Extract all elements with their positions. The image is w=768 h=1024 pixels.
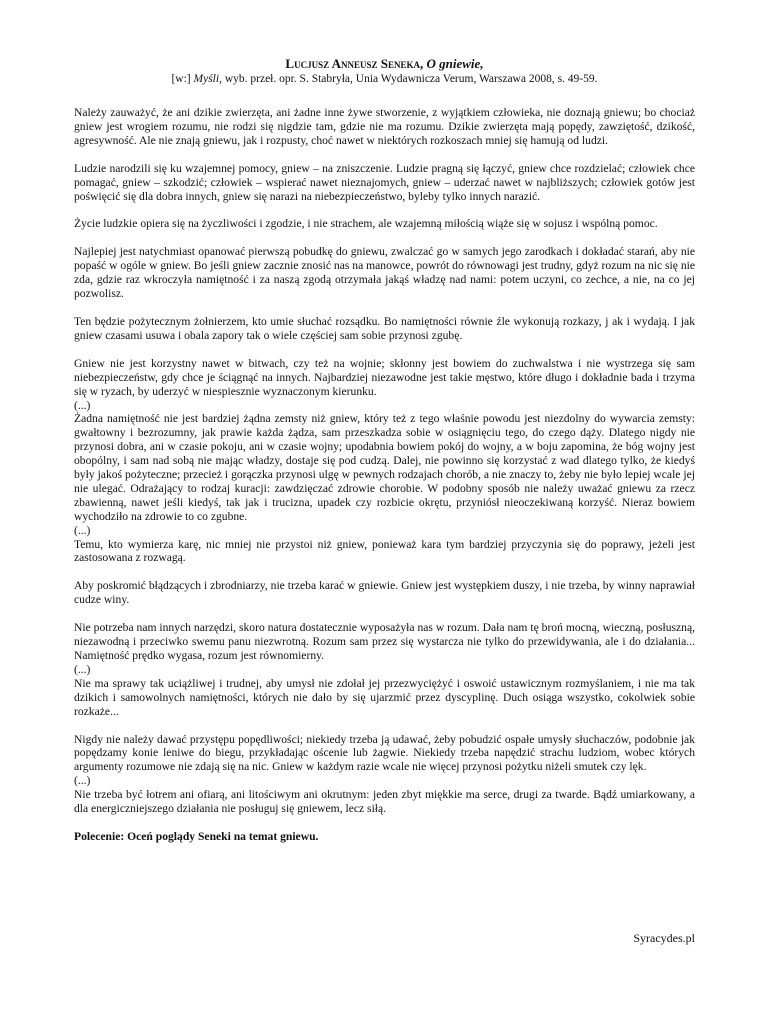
paragraph-7: Żadna namiętność nie jest bardziej żądna zemsty niż gniew, który też z tego właśnie powodu jest niezdolny do wywarcia zemsty: gwałtowny i bezrozumny, jak prawie każda żądza, sam przeszkadza sobie w osiągnięciu tego, do czego dąży. Dlatego nigdy nie przynosi dobra, ani w czasie pokoju, ani w czasie wojny; upodabnia bowiem pokój do wojny, a w boju zapomina, że bóg wojny jest obopólny, i sam nad sobą nie mając władzy, dostaje się pod cudzą. Dalej, nie powinno się korzystać z wad dlatego tylko, że kiedyś były jakoś pożyteczne; przecież i gorączka przynosi ulgę w pewnych rodzajach chorób, a nie znaczy to, żeby nie było lepiej wcale jej nie ulegać. Odrażający to rodzaj kuracji: zawdzięczać zdrowie chorobie. W podobny sposób nie należy uważać gniewu za rzecz zbawienną, nawet jeśli kiedyś, tak jak i trucizna, upadek czy rozbicie okrętu, przyniósł nieoczekiwaną korzyść. Nieraz bowiem wychodziło na zdrowie to co zgubne. [74,412,695,523]
paragraph-12: Nigdy nie należy dawać przystępu popędliwości; niekiedy trzeba ją udawać, żeby pobudzić ospałe umysły słuchaczów, podobnie jak popędzamy konie leniwe do biegu, przykładając oścenie lub żagwie. Niekiedy trzeba napędzić strachu ludziom, wobec których argumenty rozumowe nie zdają się na nic. Gniew w każdym razie wcale nie więcej przynosi pożytku niżeli smutek czy lęk. [74,732,695,774]
source-prefix: [w:] [171,73,194,85]
footer-site-name: Syracydes.pl [633,931,695,945]
document-body [74,106,695,844]
paragraph-1: Należy zauważyć, że ani dzikie zwierzęta, ani żadne inne żywe stworzenie, z wyjątkiem człowieka, nie doznają gniewu; bo chociaż gniew jest wrogiem rozumu, nie rodzi się nigdzie tam, gdzie nie ma rozumu. Dzikie zwierzęta mają popędy, zawziętość, dzikość, agresywność. Ale nie znają gniewu, jak i rozpusty, choć nawet w niektórych rozkoszach mniej się hamują od ludzi. [74,106,695,147]
paragraph-5: Ten będzie pożytecznym żołnierzem, kto umie słuchać rozsądku. Bo namiętności równie źle wykonują rozkazy, j ak i wydają. I jak gniew czasami usuwa i obala zapory tak o wiele częściej sam sobie przynosi zgubę. [74,314,695,342]
task-instruction: Polecenie: Oceń poglądy Seneki na temat gniewu. [74,829,319,843]
paragraph-6: Gniew nie jest korzystny nawet w bitwach, czy też na wojnie; skłonny jest bowiem do zuchwalstwa i nie wystrzega się sam niebezpieczeństw, gdy chce je ściągnąć na innych. Najbardziej niezawodne jest takie męstwo, które długo i dokładnie bada i trzyma się w ryzach, by uderzyć w niespiesznie wyznaczonym kierunku. [74,356,695,398]
source-details: , wyb. przeł. opr. S. Stabryła, Unia Wydawnicza Verum, Warszawa 2008, s. 49-59. [219,73,598,85]
paragraph-13: Nie trzeba być łotrem ani ofiarą, ani litościwym ani okrutnym: jeden zbyt miękkie ma serce, drugi za twarde. Bądź umiarkowany, a dla energiczniejszego działania nie posługuj się gniewem, lecz siłą. [74,788,695,816]
ellipsis-2: (...) [74,523,91,537]
source-citation [74,72,695,86]
author-name: Lucjusz Anneusz Seneka, [285,56,424,71]
paragraph-2: Ludzie narodzili się ku wzajemnej pomocy, gniew – na zniszczenie. Ludzie pragną się łączyć, gniew chce rozdzielać; człowiek chce pomagać, gniew – szkodzić; człowiek – wspierać nawet nieznajomych, gniew – uderzać nawet w najbliższych; człowiek gotów jest poświęcić się dla dobra innych, gniew się narazi na niebezpieczeństwo, byleby tylko innych narazić. [74,161,695,203]
paragraph-3: Życie ludzkie opiera się na życzliwości i zgodzie, i nie strachem, ale wzajemną miłością wiąże się w sojusz i wspólną pomoc. [74,217,658,231]
ellipsis-3: (...) [74,662,91,676]
document-title [74,56,695,71]
paragraph-10: Nie potrzeba nam innych narzędzi, skoro natura dostatecznie wyposażyła nas w rozum. Dała nam tę broń mocną, wieczną, posłuszną, niezawodną i przeciwko swemu panu niezwrotną. Rozum sam przez się wystarcza nie tylko do przewidywania, ale i do działania... Namiętność prędko wygasa, rozum jest równomierny. [74,621,695,662]
paragraph-8: Temu, kto wymierza karę, nic mniej nie przystoi niż gniew, ponieważ kara tym bardziej przyczynia się do poprawy, jeżeli jest zastosowana z rozwagą. [74,537,695,565]
paragraph-4: Najlepiej jest natychmiast opanować pierwszą pobudkę do gniewu, zwalczać go w samych jego zarodkach i dokładać starań, aby nie popaść w ogóle w gniew. Bo jeśli gniew zacznie znosić nas na manowce, powrót do równowagi jest trudny, gdyż rozum na nic się nie zda, gdzie raz wkroczyła namiętność i za naszą zgodą otrzymała jakąś władzę nad nami: potem uczyni, co zechce, a nie, na co jej pozwolisz. [74,245,695,301]
ellipsis-1: (...) [74,398,91,412]
source-book: Myśli [193,73,220,85]
work-title: O gniewie, [426,56,484,71]
ellipsis-4: (...) [74,774,91,788]
paragraph-9: Aby poskromić błądzących i zbrodniarzy, nie trzeba karać w gniewie. Gniew jest występkiem duszy, i nie trzeba, by winny naprawiał cudze winy. [74,579,695,607]
paragraph-11: Nie ma sprawy tak uciążliwej i trudnej, aby umysł nie zdołał jej przezwyciężyć i oswoić ustawicznym rozmyślaniem, i nie ma tak dzikich i samowolnych namiętności, których nie dało by się ujarzmić przez dyscyplinę. Duch osiąga wszystko, cokolwiek sobie rozkaże... [74,676,695,718]
